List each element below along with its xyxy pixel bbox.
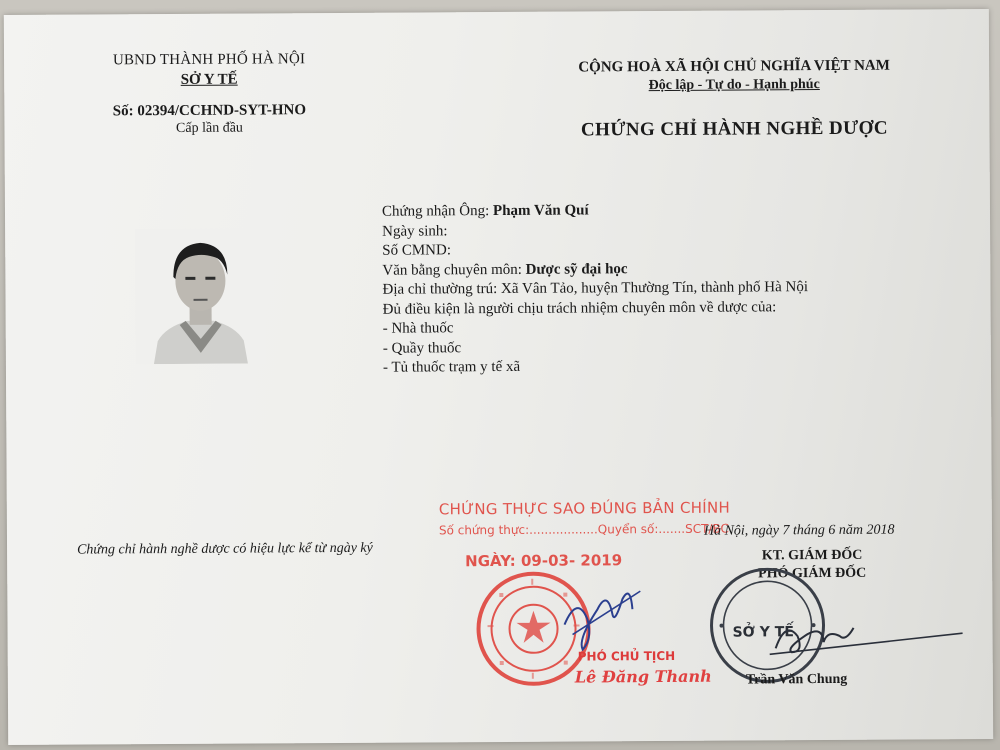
national-motto: Độc lập - Tự do - Hạnh phúc: [648, 77, 820, 94]
certified-copy-stamp: [439, 499, 731, 571]
certificate-paper: [4, 9, 993, 745]
scope-item: - Nhà thuốc: [382, 320, 454, 337]
holder-name-row: [382, 200, 808, 222]
degree-value: Dược sỹ đại học: [525, 260, 628, 278]
eligibility-text: Đủ điều kiện là người chịu trách nhiệm chuyên môn về dược của:: [382, 298, 777, 318]
scope-item: - Quầy thuốc: [382, 339, 462, 357]
director-signature: [767, 607, 967, 668]
vice-chair-title: PHÓ CHỦ TỊCH: [577, 648, 676, 664]
country-name: CỘNG HOÀ XÃ HỘI CHỦ NGHĨA VIỆT NAM: [578, 57, 890, 76]
signer-title-line-2: PHÓ GIÁM ĐỐC: [758, 565, 867, 582]
id-label: Số CMND:: [382, 242, 452, 259]
scope-item: - Tủ thuốc trạm y tế xã: [382, 358, 521, 376]
director-name: Trần Văn Chung: [745, 671, 848, 688]
id-row: [382, 239, 808, 261]
address-row: [382, 278, 808, 300]
certificate-number: Số: 02394/CCHND-SYT-HNO: [112, 102, 307, 120]
certify-label: Chứng nhận Ông:: [381, 203, 490, 220]
certified-copy-date: NGÀY: 09-03- 2019: [465, 551, 623, 571]
dob-label: Ngày sinh:: [382, 222, 448, 240]
address-label: Địa chỉ thường trú:: [382, 281, 498, 298]
address-value: Xã Vân Tảo, huyện Thường Tín, thành phố Hà Nội: [500, 279, 809, 297]
holder-name: Phạm Văn Quí: [492, 202, 589, 220]
issue-type: Cấp lần đầu: [175, 120, 243, 136]
holder-info: [382, 200, 809, 378]
signing-place-date: Hà Nội, ngày 7 tháng 6 năm 2018: [703, 522, 895, 539]
issuer-header: [64, 51, 355, 138]
degree-label: Văn bằng chuyên môn:: [382, 261, 522, 279]
issuer-department: SỞ Y TẾ: [180, 71, 238, 88]
validity-note: Chứng chỉ hành nghề dược có hiệu lực kể từ ngày ký: [77, 540, 373, 558]
certified-copy-heading: CHỨNG THỰC SAO ĐÚNG BẢN CHÍNH: [438, 498, 731, 519]
certified-copy-number: Số chứng thực:..................Quyển số:.......SCT/BC: [438, 521, 729, 538]
document-title: CHỨNG CHỈ HÀNH NGHỀ DƯỢC: [580, 117, 889, 141]
department-seal-text: SỞ Y TẾ: [732, 624, 794, 641]
signer-title-line-1: KT. GIÁM ĐỐC: [761, 547, 863, 564]
issuer-authority: UBND THÀNH PHỐ HÀ NỘI: [112, 51, 306, 69]
national-header: [524, 57, 944, 95]
dob-row: [382, 220, 808, 242]
degree-row: [382, 259, 808, 281]
vice-chair-name: Lê Đăng Thanh: [574, 666, 712, 687]
holder-photo: [135, 228, 266, 364]
